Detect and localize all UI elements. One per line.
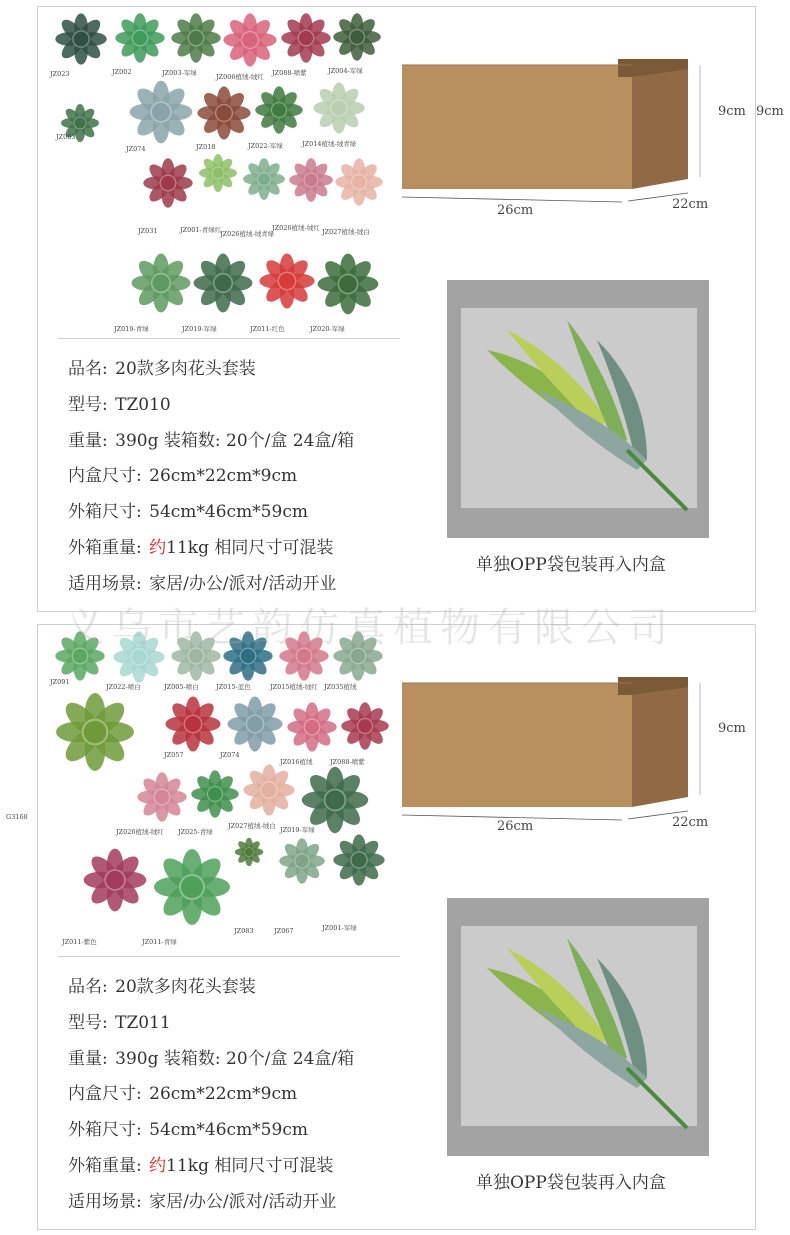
succulent-image xyxy=(222,12,278,68)
divider xyxy=(58,956,400,957)
plant-specimen xyxy=(254,85,304,135)
succulent-image xyxy=(136,771,188,823)
succulent-image xyxy=(54,12,108,66)
specimen-grid xyxy=(6,625,401,955)
succulent-image xyxy=(278,837,326,885)
specimen-code-label: JZ005-喷白 xyxy=(164,683,199,691)
plant-specimen xyxy=(222,12,278,68)
specimen-code-label: JZ027植绒-绒白 xyxy=(322,228,370,236)
spec-row-carton-weight: 外箱重量: 约11kg 相同尺寸可混装 xyxy=(68,1155,334,1176)
succulent-image xyxy=(192,252,254,314)
specimen-code-label: JZ011-青绿 xyxy=(142,938,177,946)
plant-specimen xyxy=(82,847,148,913)
specimen-code-label: JZ026植绒-绒青绿 xyxy=(220,230,275,238)
succulent-image xyxy=(128,79,194,145)
specimen-code-label: JZ002 xyxy=(112,68,132,76)
succulent-image xyxy=(164,695,222,753)
specimen-code-label: JZ011-紫色 xyxy=(62,938,97,946)
succulent-image xyxy=(340,701,390,751)
bag-plant-image xyxy=(447,898,709,1156)
succulent-image xyxy=(334,157,384,207)
succulent-image xyxy=(114,12,166,64)
succulent-image xyxy=(130,252,192,314)
specimen-code-label: JZ067 xyxy=(274,927,294,935)
box-length-label: 26cm xyxy=(497,203,534,218)
specimen-code-label: JZ022-军绿 xyxy=(248,142,283,150)
succulent-image xyxy=(198,153,238,193)
specimen-code-label: JZ019-军绿 xyxy=(182,325,217,333)
box-height-label-right: 9cm xyxy=(718,104,746,119)
box-width-label: 22cm xyxy=(672,815,709,830)
plant-specimen xyxy=(316,252,380,316)
spec-row-carton-weight: 外箱重量: 约11kg 相同尺寸可混装 xyxy=(68,537,334,558)
specimen-code-label: JZ004-军绿 xyxy=(328,67,363,75)
box-length-label: 26cm xyxy=(497,819,534,834)
specimen-code-label: JZ011-红色 xyxy=(250,325,285,333)
succulent-image xyxy=(242,763,296,817)
plant-specimen xyxy=(242,763,296,817)
plant-specimen xyxy=(192,252,254,314)
plant-specimen xyxy=(164,695,222,753)
specimen-code-label: JZ027植绒-绒白 xyxy=(228,822,276,830)
specimen-code-label: JZ006植绒-绒红 xyxy=(216,73,264,81)
succulent-image xyxy=(142,157,194,209)
plant-specimen xyxy=(280,12,332,64)
plant-specimen xyxy=(190,769,240,819)
specimen-code-label: JZ020-军绿 xyxy=(310,325,345,333)
plant-specimen xyxy=(226,695,284,753)
plant-specimen xyxy=(334,157,384,207)
succulent-image xyxy=(280,12,332,64)
spec-row-inner-box: 内盒尺寸: 26cm*22cm*9cm xyxy=(68,1084,298,1105)
plant-specimen xyxy=(242,157,286,201)
divider xyxy=(58,338,400,339)
plant-specimen xyxy=(196,85,252,141)
specimen-code-label: JZ074 xyxy=(220,751,240,759)
plant-specimen xyxy=(128,79,194,145)
specimen-code-label: JZ018 xyxy=(196,143,216,151)
plant-specimen xyxy=(136,771,188,823)
specimen-code-label: JZ088-喷紫 xyxy=(330,758,365,766)
specimen-code-label: JZ091 xyxy=(50,678,70,686)
plant-specimen xyxy=(130,252,192,314)
plant-specimen xyxy=(142,157,194,209)
specimen-code-label: JZ016植绒 xyxy=(280,758,313,766)
plant-specimen xyxy=(278,837,326,885)
succulent-image xyxy=(226,695,284,753)
box-height-label: 9cm xyxy=(718,721,746,736)
succulent-image xyxy=(54,691,136,773)
plant-specimen xyxy=(288,157,334,203)
spec-row-weight: 重量: 390g 装箱数: 20个/盒 24盒/箱 xyxy=(68,430,355,451)
spec-list xyxy=(68,352,354,603)
spec-row-name: 品名: 20款多肉花头套装 xyxy=(68,977,256,997)
specimen-code-label: JZ003-军绿 xyxy=(162,69,197,77)
bag-caption: 单独OPP袋包装再入内盒 xyxy=(476,1173,666,1193)
plant-specimen xyxy=(234,837,264,867)
plant-specimen xyxy=(54,691,136,773)
specimen-code-label: JZ057 xyxy=(164,751,184,759)
specimen-code-label: JZ022-喷白 xyxy=(106,683,141,691)
box-width-label: 22cm xyxy=(672,197,709,212)
product-panel-2 xyxy=(6,624,756,1230)
plant-specimen xyxy=(332,833,386,887)
specimen-code-label: JZ088-喷紫 xyxy=(272,69,307,77)
specimen-grid xyxy=(46,7,401,337)
succulent-image xyxy=(82,847,148,913)
plant-specimen xyxy=(340,701,390,751)
specimen-code-label: JZ074 xyxy=(126,145,146,153)
spec-row-model: 型号: TZ010 xyxy=(68,394,171,415)
specimen-code-label: JZ019-军绿 xyxy=(280,826,315,834)
box-height-label: 9cm xyxy=(756,104,784,119)
spec-row-outer-box: 外箱尺寸: 54cm*46cm*59cm xyxy=(68,502,308,523)
succulent-image xyxy=(242,157,286,201)
specimen-code-label: JZ025-青绿 xyxy=(178,828,213,836)
succulent-image xyxy=(316,252,380,316)
bag-caption: 单独OPP袋包装再入内盒 xyxy=(476,555,666,575)
spec-row-usage: 适用场景: 家居/办公/派对/活动开业 xyxy=(68,573,337,594)
plant-specimen xyxy=(312,81,366,135)
specimen-code-label: JZ031 xyxy=(138,227,158,235)
spec-row-model: 型号: TZ011 xyxy=(68,1012,171,1033)
specimen-code-label: JZ083 xyxy=(234,927,254,935)
specimen-code-label: JZ026植绒-绒红 xyxy=(116,828,164,836)
succulent-image xyxy=(312,81,366,135)
spec-list xyxy=(68,970,354,1221)
opp-bag-photo xyxy=(447,898,709,1156)
plant-specimen xyxy=(286,701,338,753)
succulent-image xyxy=(332,12,382,62)
specimen-code-label: JZ019-青绿 xyxy=(114,325,149,333)
spec-row-inner-box: 内盒尺寸: 26cm*22cm*9cm xyxy=(68,466,298,487)
spec-row-weight: 重量: 390g 装箱数: 20个/盒 24盒/箱 xyxy=(68,1048,355,1069)
succulent-image xyxy=(286,701,338,753)
specimen-code-label: JZ015-蓝色 xyxy=(216,683,251,691)
company-watermark: 义乌市艺韵仿真植物有限公司 xyxy=(64,605,675,651)
opp-bag-photo xyxy=(447,280,709,538)
specimen-code-label: JZ001-青绿红 xyxy=(180,226,222,234)
succulent-image xyxy=(254,85,304,135)
succulent-image xyxy=(288,157,334,203)
plant-specimen xyxy=(114,12,166,64)
specimen-code-label: JZ063 xyxy=(56,133,76,141)
plant-specimen xyxy=(332,12,382,62)
plant-specimen xyxy=(152,847,232,927)
spec-row-outer-box: 外箱尺寸: 54cm*46cm*59cm xyxy=(68,1120,308,1141)
succulent-image xyxy=(152,847,232,927)
bag-plant-image xyxy=(447,280,709,538)
plant-specimen xyxy=(170,12,222,64)
succulent-image xyxy=(196,85,252,141)
specimen-code-label: JZ015植绒-绒红 xyxy=(270,683,318,691)
succulent-image xyxy=(258,252,316,310)
specimen-code-label: G3168 xyxy=(6,813,28,821)
specimen-code-label: JZ001-军绿 xyxy=(322,924,357,932)
plant-specimen xyxy=(258,252,316,310)
plant-specimen xyxy=(198,153,238,193)
succulent-image xyxy=(332,833,386,887)
specimen-code-label: JZ014植绒-绒青绿 xyxy=(302,140,357,148)
succulent-image xyxy=(190,769,240,819)
succulent-image xyxy=(170,12,222,64)
product-panel-1 xyxy=(37,6,784,612)
specimen-code-label: JZ023 xyxy=(50,70,70,78)
spec-row-name: 品名: 20款多肉花头套装 xyxy=(68,359,256,379)
succulent-image xyxy=(234,837,264,867)
plant-specimen xyxy=(54,12,108,66)
spec-row-usage: 适用场景: 家居/办公/派对/活动开业 xyxy=(68,1191,337,1212)
specimen-code-label: JZ035植绒 xyxy=(324,683,357,691)
specimen-code-label: JZ026植绒-绒红 xyxy=(272,224,320,232)
